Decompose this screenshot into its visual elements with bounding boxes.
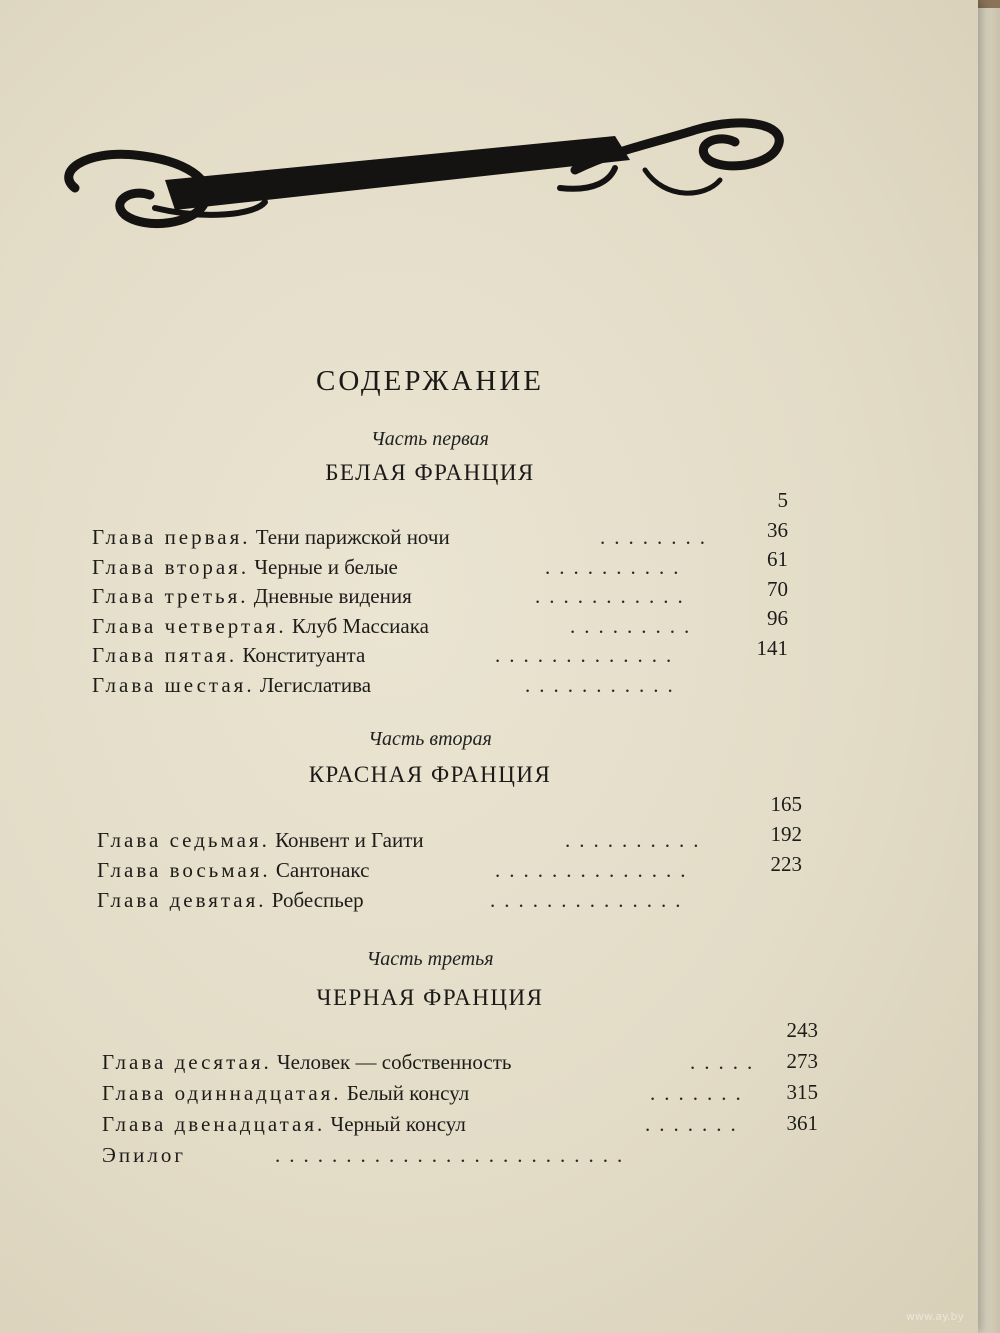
leader-dots: ......................... xyxy=(275,1143,632,1167)
page-number: 223 xyxy=(770,852,802,876)
toc-entry xyxy=(92,643,681,673)
part-label: Часть вторая xyxy=(368,728,492,750)
leader-dots: .............. xyxy=(495,858,695,882)
leader-dots: ............. xyxy=(495,643,681,667)
leader-dots: .......... xyxy=(565,828,708,852)
chapter-name: Дневные видения xyxy=(253,584,412,608)
chapter-number: Глава четвертая. xyxy=(92,613,287,638)
toc-entry xyxy=(102,1050,762,1080)
chapter-name: Черные и белые xyxy=(254,554,398,579)
part-label: Часть первая xyxy=(371,428,489,450)
toc-entry xyxy=(97,888,690,918)
toc-entry xyxy=(92,554,688,585)
leader-dots: ........... xyxy=(535,584,692,608)
toc-entry xyxy=(97,858,695,888)
page-number: 5 xyxy=(777,488,788,512)
leader-dots: .............. xyxy=(490,888,690,912)
toc-entry xyxy=(92,525,714,555)
chapter-number: Глава шестая. xyxy=(92,672,255,697)
leader-dots: ....... xyxy=(645,1112,745,1136)
leader-dots: ....... xyxy=(650,1081,750,1105)
toc-entry xyxy=(92,672,682,703)
toc-entry xyxy=(102,1112,745,1142)
chapter-name: Черный консул xyxy=(330,1112,466,1136)
chapter-name: Конвент и Гаити xyxy=(275,828,424,852)
chapter-name: Конституанта xyxy=(242,643,366,667)
part-title: КРАСНАЯ ФРАНЦИЯ xyxy=(308,762,552,787)
page-number: 192 xyxy=(770,822,802,846)
page-number: 70 xyxy=(767,576,788,601)
page-number: 96 xyxy=(767,606,788,630)
leader-dots: .......... xyxy=(545,554,688,579)
chapter-number: Глава третья. xyxy=(92,584,249,608)
chapter-number: Глава первая. xyxy=(92,525,251,549)
chapter-name: Тени парижской ночи xyxy=(255,525,450,549)
page-number: 61 xyxy=(767,547,788,571)
chapter-number: Глава пятая. xyxy=(92,643,238,667)
chapter-number: Глава седьмая. xyxy=(97,828,270,852)
page-number: 273 xyxy=(786,1049,818,1073)
chapter-number: Глава десятая. xyxy=(102,1050,272,1074)
part-label: Часть третья xyxy=(366,948,494,970)
page-number: 141 xyxy=(756,635,788,660)
leader-dots: ......... xyxy=(570,613,699,638)
contents-title: СОДЕРЖАНИЕ xyxy=(316,365,544,397)
page-number: 243 xyxy=(786,1018,818,1042)
chapter-name: Человек — собственность xyxy=(277,1050,512,1074)
page-number: 315 xyxy=(786,1080,818,1104)
toc-entry xyxy=(92,613,699,644)
chapter-name: Легислатива xyxy=(259,672,372,697)
chapter-number: Глава вторая. xyxy=(92,554,250,579)
page-number: 361 xyxy=(786,1111,818,1135)
toc-entry xyxy=(92,584,692,614)
chapter-number: Глава восьмая. xyxy=(97,858,271,882)
leader-dots: ........... xyxy=(525,672,682,697)
watermark: www.ay.by xyxy=(905,1310,964,1323)
chapter-number: Эпилог xyxy=(102,1143,186,1167)
chapter-name: Клуб Массиака xyxy=(291,613,429,638)
chapter-number: Глава двенадцатая. xyxy=(102,1112,326,1136)
page-number: 165 xyxy=(770,792,802,816)
chapter-number: Глава девятая. xyxy=(97,888,267,912)
part-title: ЧЕРНАЯ ФРАНЦИЯ xyxy=(316,985,544,1010)
chapter-number: Глава одиннадцатая. xyxy=(102,1081,342,1105)
toc-entry xyxy=(97,828,708,858)
toc-entry xyxy=(102,1143,632,1173)
toc-entry xyxy=(102,1081,750,1111)
chapter-name: Робеспьер xyxy=(271,888,364,912)
decorative-scroll-ornament xyxy=(55,110,785,250)
part-title: БЕЛАЯ ФРАНЦИЯ xyxy=(325,460,535,485)
leader-dots: ........ xyxy=(600,525,714,549)
chapter-name: Белый консул xyxy=(346,1081,470,1105)
leader-dots: ..... xyxy=(690,1050,762,1074)
page-number: 36 xyxy=(767,517,788,542)
chapter-name: Сантонакс xyxy=(275,858,370,882)
